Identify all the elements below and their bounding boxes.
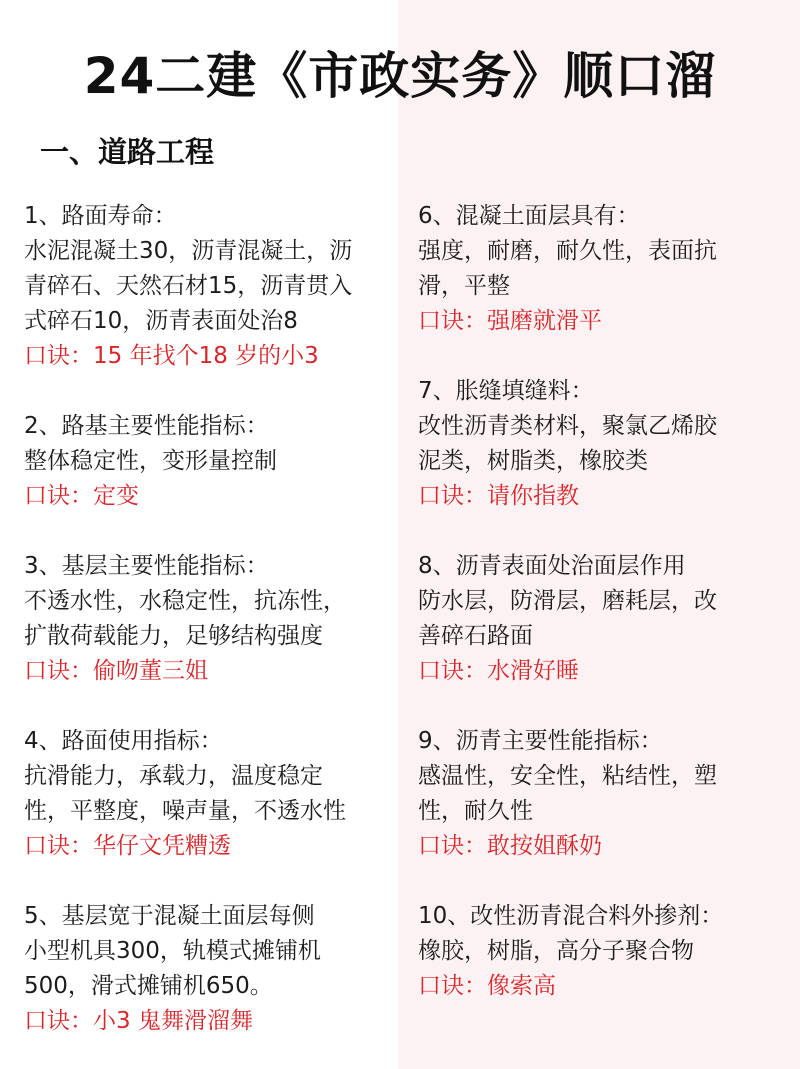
item-line: 感温性，安全性，粘结性，塑 [418, 763, 717, 789]
mnemonic-tip: 口诀：像索高 [418, 973, 556, 999]
item-line: 橡胶，树脂，高分子聚合物 [418, 938, 694, 964]
item-line: 善碎石路面 [418, 623, 533, 649]
item-line: 水泥混凝土30，沥青混凝土，沥 [24, 238, 353, 264]
item-line: 强度，耐磨，耐久性，表面抗 [418, 238, 717, 264]
item-line: 滑，平整 [418, 273, 510, 299]
item-heading: 1、路面寿命： [24, 203, 177, 229]
item-line: 不透水性，水稳定性，抗冻性， [24, 588, 346, 614]
item-heading: 2、路基主要性能指标： [24, 413, 269, 439]
item-line: 防水层，防滑层，磨耗层，改 [418, 588, 717, 614]
item-heading: 10、改性沥青混合料外掺剂： [418, 903, 724, 929]
item-line: 小型机具300，轨模式摊铺机 [24, 938, 321, 964]
note-item-9 [418, 724, 778, 864]
item-line: 扩散荷载能力，足够结构强度 [24, 623, 323, 649]
mnemonic-tip: 口诀：请你指教 [418, 483, 579, 509]
note-item-3 [24, 549, 396, 689]
note-item-2 [24, 409, 396, 514]
item-heading: 8、沥青表面处治面层作用 [418, 553, 686, 579]
note-item-6 [418, 199, 778, 339]
item-line: 泥类，树脂类，橡胶类 [418, 448, 648, 474]
item-heading: 5、基层宽于混凝土面层每侧 [24, 903, 315, 929]
item-heading: 4、路面使用指标： [24, 728, 223, 754]
note-item-8 [418, 549, 778, 689]
note-item-4 [24, 724, 396, 864]
mnemonic-tip: 口诀：华仔文凭糟透 [24, 833, 231, 859]
item-heading: 6、混凝土面层具有： [418, 203, 640, 229]
right-column [418, 199, 778, 1004]
note-item-1 [24, 199, 396, 374]
note-item-5 [24, 899, 396, 1039]
item-line: 性，耐久性 [418, 798, 533, 824]
item-line: 500，滑式摊铺机650。 [24, 973, 273, 999]
left-column [24, 199, 396, 1039]
section-heading: 一、道路工程 [40, 135, 215, 169]
note-item-10 [418, 899, 778, 1004]
item-heading: 7、胀缝填缝料： [418, 378, 594, 404]
item-line: 改性沥青类材料，聚氯乙烯胶 [418, 413, 717, 439]
mnemonic-tip: 口诀：敢按姐酥奶 [418, 833, 602, 859]
item-line: 整体稳定性，变形量控制 [24, 448, 277, 474]
page-title: 24二建《市政实务》顺口溜 [83, 47, 717, 105]
note-item-7 [418, 374, 778, 514]
item-line: 式碎石10，沥青表面处治8 [24, 308, 298, 334]
item-heading: 3、基层主要性能指标： [24, 553, 269, 579]
mnemonic-tip: 口诀：强磨就滑平 [418, 308, 602, 334]
item-line: 性，平整度，噪声量，不透水性 [24, 798, 346, 824]
item-heading: 9、沥青主要性能指标： [418, 728, 663, 754]
mnemonic-tip: 口诀：偷吻董三姐 [24, 658, 208, 684]
item-line: 青碎石、天然石材15，沥青贯入 [24, 273, 353, 299]
mnemonic-tip: 口诀：水滑好睡 [418, 658, 579, 684]
mnemonic-tip: 口诀：定变 [24, 483, 139, 509]
mnemonic-tip: 口诀：小3 鬼舞滑溜舞 [24, 1008, 253, 1034]
mnemonic-tip: 口诀：15 年找个18 岁的小3 [24, 343, 319, 369]
item-line: 抗滑能力，承载力，温度稳定 [24, 763, 323, 789]
